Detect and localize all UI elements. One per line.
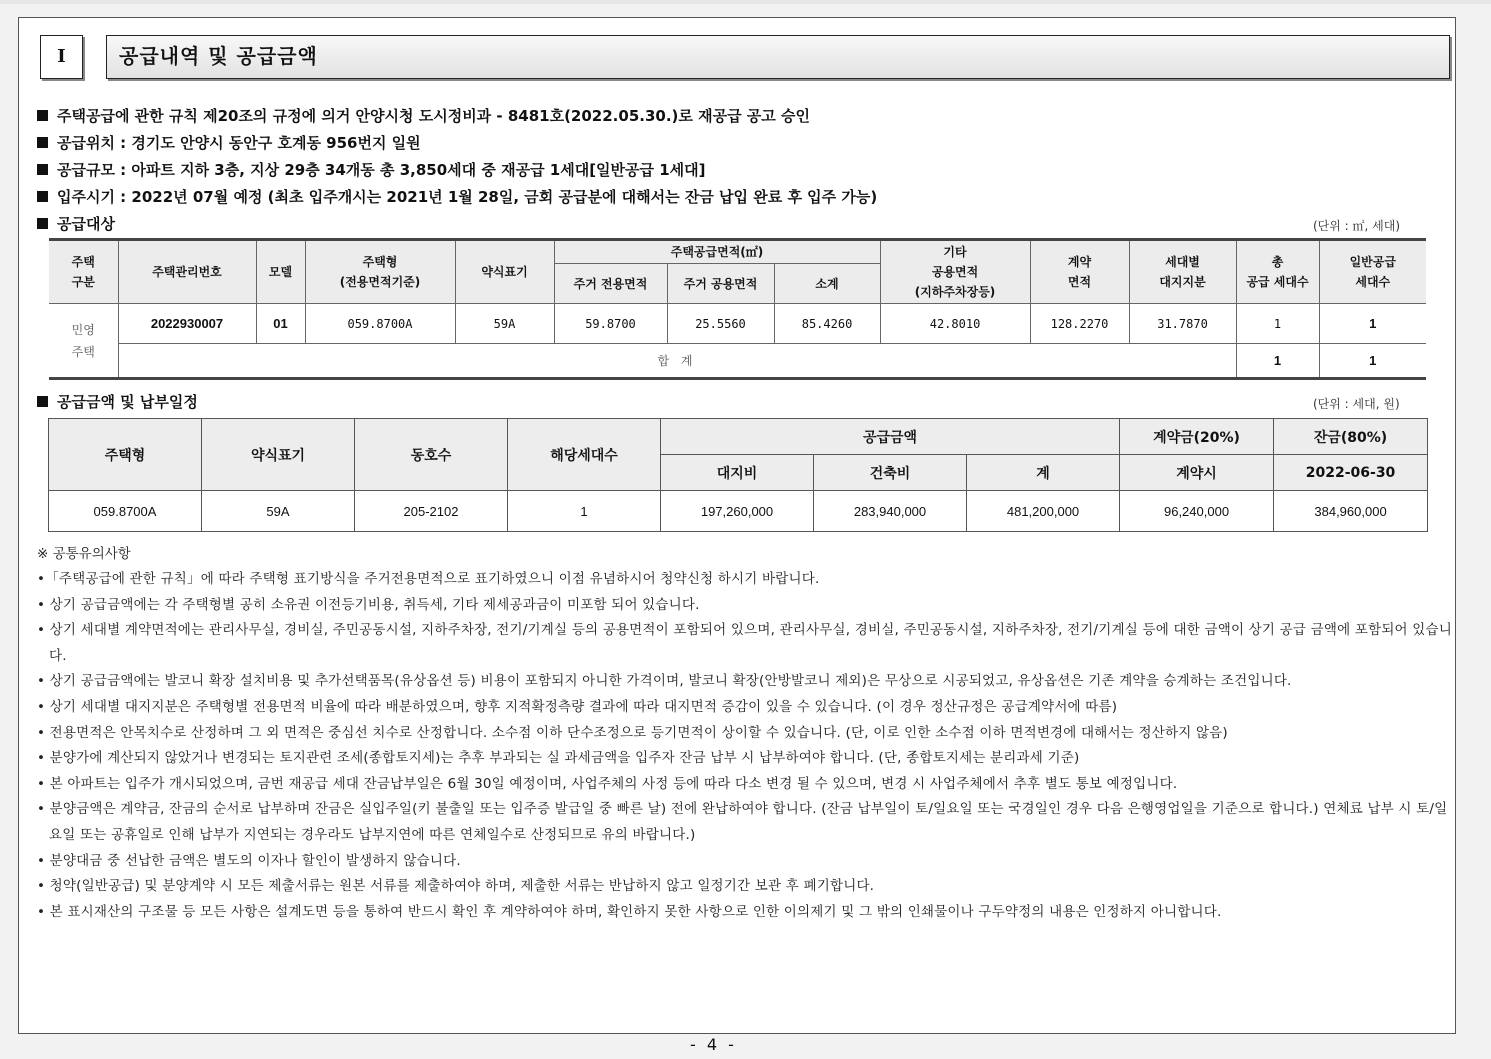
square-bullet-icon [37,218,48,229]
note-item: • 전용면적은 안목치수로 산정하며 그 외 면적은 중심선 치수로 산정합니다. 소수점 이하 단수조정으로 등기면적이 상이할 수 있습니다. (단, 이로 인한 소수점 이하 면적변경에 대해서는 정산하지 않음) [37,724,1228,741]
note-item: • 본 표시재산의 구조물 등 모든 사항은 설계도면 등을 통하여 반드시 확인 후 계약하여야 하며, 확인하지 못한 사항으로 인한 이의제기 및 그 밖의 인쇄물이나 구두약정의 내용은 인정하지 아니합니다. [37,903,1222,920]
heading-price-schedule: 공급금액 및 납부일정 [37,391,198,412]
col-header-balance-date: 2022-06-30 [1274,455,1428,491]
col-header-excl-area: 주거 전용면적 [554,264,667,304]
cell-common-area: 25.5560 [667,304,774,344]
cell-total-units-sum: 1 [1236,344,1319,379]
common-notes [37,542,1452,925]
document-page [18,17,1456,1034]
heading-supply-target: 공급대상 [37,213,115,234]
cell-general-units-sum: 1 [1319,344,1426,379]
col-header-building: 건축비 [814,455,967,491]
cell-total-units: 1 [1236,304,1319,344]
col-header-house-type: 주택형 (전용면적기준) [305,240,455,304]
cell-mgmt-no: 2022930007 [118,304,256,344]
table-total-row [49,344,1426,379]
square-bullet-icon [37,137,48,148]
col-header-supply-price: 공급금액 [661,419,1120,455]
table-row [49,491,1428,532]
unit-note-price-schedule: (단위 : 세대, 원) [1313,397,1400,411]
section-header [40,35,1452,81]
col-header-mgmt-no: 주택관리번호 [118,240,256,304]
square-bullet-icon [37,396,48,407]
col-header-deposit-when: 계약시 [1120,455,1274,491]
supply-target-table [49,238,1426,380]
note-item: • 상기 공급금액에는 각 주택형별 공히 소유권 이전등기비용, 취득세, 기타 제세공과금이 미포함 되어 있습니다. [37,596,700,613]
section-title: 공급내역 및 공급금액 [106,35,1450,79]
col-header-supply-area: 주택공급면적(㎡) [554,240,880,264]
note-item: • 분양대금 중 선납한 금액은 별도의 이자나 할인이 발생하지 않습니다. [37,852,461,869]
col-header-general-units: 일반공급 세대수 [1319,240,1426,304]
square-bullet-icon [37,110,48,121]
table-row [49,304,1426,344]
col-header-contract-area: 계약 면적 [1030,240,1129,304]
col-header-units: 해당세대수 [508,419,661,491]
square-bullet-icon [37,191,48,202]
note-item: • 분양가에 계산되지 않았거나 변경되는 토지관련 조세(종합토지세)는 추후 부과되는 실 과세금액을 입주자 잔금 납부 시 납부하여야 합니다. (단, 종합토지세는 분리과세 기준) [37,750,1080,767]
price-schedule-table [48,418,1428,532]
col-header-unit-no: 동호수 [355,419,508,491]
note-item: • 분양금액은 계약금, 잔금의 순서로 납부하며 잔금은 실입주일(키 불출일 또는 입주증 발급일 중 빠른 날) 전에 완납하여야 합니다. (잔금 납부일이 토/일요일 또는 국경일인 경우 다음 은행영업일을 기준으로 합니다.) 연체료 납부 시 토/일요일 또는 공휴일로 인해 납부가 지연되는 경우라도 납부지연에 따른 연체일수로 산정되므로 유의 바랍니다.) [37,801,1448,843]
cell-units: 1 [508,491,661,532]
col-header-balance: 잔금(80%) [1274,419,1428,455]
cell-subtotal: 85.4260 [774,304,880,344]
cell-sum: 481,200,000 [967,491,1120,532]
cell-house-type: 059.8700A [49,491,202,532]
cell-excl-area: 59.8700 [554,304,667,344]
cell-deposit: 96,240,000 [1120,491,1274,532]
col-header-other-common: 기타 공용면적 (지하주차장등) [880,240,1030,304]
cell-abbr: 59A [202,491,355,532]
col-header-deposit: 계약금(20%) [1120,419,1274,455]
cell-abbr: 59A [455,304,554,344]
cell-category: 민영 주택 [49,304,118,379]
bullet-move-in: 입주시기 : 2022년 07월 예정 (최초 입주개시는 2021년 1월 28일, 금회 공급분에 대해서는 잔금 납입 완료 후 입주 가능) [37,186,877,207]
col-header-abbr: 약식표기 [202,419,355,491]
cell-land-share: 31.7870 [1129,304,1236,344]
col-header-category: 주택 구분 [49,240,118,304]
col-header-abbr: 약식표기 [455,240,554,304]
notes-heading: ※ 공통유의사항 [37,546,131,562]
viewer-top-bar [0,0,1491,4]
cell-unit-no: 205-2102 [355,491,508,532]
cell-other-common: 42.8010 [880,304,1030,344]
section-number: I [40,35,83,79]
col-header-common-area: 주거 공용면적 [667,264,774,304]
page-number: - 4 - [690,1035,737,1054]
col-header-model: 모델 [256,240,305,304]
bullet-scale: 공급규모 : 아파트 지하 3층, 지상 29층 34개동 총 3,850세대 중 재공급 1세대[일반공급 1세대] [37,159,706,180]
cell-balance: 384,960,000 [1274,491,1428,532]
cell-total-label: 합 계 [118,344,1236,379]
note-item: • 상기 세대별 대지지분은 주택형별 전용면적 비율에 따라 배분하였으며, 향후 지적확정측량 결과에 따라 대지면적 증감이 있을 수 있습니다. (이 경우 정산규정은 공급계약서에 따름) [37,698,1118,715]
cell-house-type: 059.8700A [305,304,455,344]
square-bullet-icon [37,164,48,175]
col-header-subtotal: 소계 [774,264,880,304]
cell-building: 283,940,000 [814,491,967,532]
note-item: • 상기 세대별 계약면적에는 관리사무실, 경비실, 주민공동시설, 지하주차장, 전기/기계실 등의 공용면적이 포함되어 있으며, 관리사무실, 경비실, 주민공동시설, 지하주차장, 전기/기계실 등에 대한 금액이 상기 공급 금액에 포함되어 있습니다. [37,622,1453,664]
cell-general-units: 1 [1319,304,1426,344]
unit-note-supply-target: (단위 : ㎡, 세대) [1313,219,1401,233]
note-item: • 본 아파트는 입주가 개시되었으며, 금번 재공급 세대 잔금납부일은 6월 30일 예정이며, 사업주체의 사정 등에 따라 다소 변경 될 수 있으며, 변경 시 사업주체에서 추후 별도 통보 예정입니다. [37,775,1178,792]
col-header-sum: 계 [967,455,1120,491]
col-header-land-share: 세대별 대지지분 [1129,240,1236,304]
note-item: • 상기 공급금액에는 발코니 확장 설치비용 및 추가선택품목(유상옵션 등) 비용이 포함되지 아니한 가격이며, 발코니 확장(안방발코니 제외)은 무상으로 시공되었고, 유상옵션은 기존 계약을 승계하는 조건입니다. [37,673,1292,690]
col-header-total-units: 총 공급 세대수 [1236,240,1319,304]
cell-contract-area: 128.2270 [1030,304,1129,344]
bullet-location: 공급위치 : 경기도 안양시 동안구 호계동 956번지 일원 [37,132,421,153]
col-header-land: 대지비 [661,455,814,491]
col-header-house-type: 주택형 [49,419,202,491]
cell-land: 197,260,000 [661,491,814,532]
cell-model: 01 [256,304,305,344]
note-item: •「주택공급에 관한 규칙」에 따라 주택형 표기방식을 주거전용면적으로 표기하였으니 이점 유념하시어 청약신청 하시기 바랍니다. [37,571,820,587]
note-item: • 청약(일반공급) 및 분양계약 시 모든 제출서류는 원본 서류를 제출하여야 하며, 제출한 서류는 반납하지 않고 일정기간 보관 후 폐기합니다. [37,878,875,895]
bullet-approval: 주택공급에 관한 규칙 제20조의 규정에 의거 안양시청 도시정비과 - 8481호(2022.05.30.)로 재공급 공고 승인 [37,105,810,126]
